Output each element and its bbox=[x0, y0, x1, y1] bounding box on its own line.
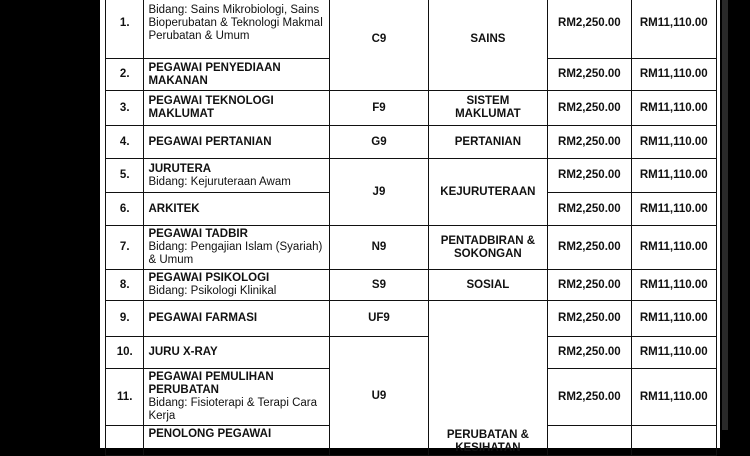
position-name: ARKITEK bbox=[144, 193, 330, 226]
row-number: 1. bbox=[106, 0, 144, 59]
row-number: 5. bbox=[106, 159, 144, 193]
table-row bbox=[106, 226, 717, 270]
salary-max: RM11,110.00 bbox=[631, 91, 716, 126]
service-group-cell: SISTEM MAKLUMAT bbox=[428, 91, 548, 126]
table-row bbox=[106, 0, 717, 59]
page-edge-shadow bbox=[722, 0, 728, 430]
position-title: PEGAWAI PSIKOLOGI bbox=[148, 272, 270, 284]
grade-cell: G9 bbox=[330, 126, 428, 159]
field-description: Bidang: Fisioterapi & Terapi Cara Kerja bbox=[148, 397, 317, 422]
service-group-cell: PERTANIAN bbox=[428, 126, 548, 159]
position-name: PENOLONG PEGAWAI bbox=[144, 426, 330, 456]
position-name bbox=[144, 369, 330, 426]
position-name bbox=[144, 270, 330, 301]
salary-max: RM11,110.00 bbox=[631, 0, 716, 59]
table-row bbox=[106, 126, 717, 159]
row-number: 8. bbox=[106, 270, 144, 301]
salary-min: RM2,250.00 bbox=[548, 226, 631, 270]
salary-min: RM2,250.00 bbox=[548, 0, 631, 59]
row-number: 2. bbox=[106, 59, 144, 91]
position-name bbox=[144, 226, 330, 270]
row-number: 7. bbox=[106, 226, 144, 270]
grade-cell: F9 bbox=[330, 91, 428, 126]
table-row bbox=[106, 337, 717, 369]
grade-cell: N9 bbox=[330, 226, 428, 270]
grade-cell: J9 bbox=[330, 159, 428, 226]
salary-min: RM2,250.00 bbox=[548, 59, 631, 91]
salary-min: RM2,250.00 bbox=[548, 337, 631, 369]
table-row bbox=[106, 159, 717, 193]
row-number bbox=[106, 426, 144, 456]
position-name: PEGAWAI PERTANIAN bbox=[144, 126, 330, 159]
grade-cell: S9 bbox=[330, 270, 428, 301]
salary-min: RM2,250.00 bbox=[548, 91, 631, 126]
salary-min: RM2,250.00 bbox=[548, 270, 631, 301]
salary-min: RM2,250.00 bbox=[548, 126, 631, 159]
position-name: JURU X-RAY bbox=[144, 337, 330, 369]
service-group-cell: SAINS bbox=[428, 0, 548, 91]
salary-max: RM11,110.00 bbox=[631, 159, 716, 193]
salary-min: RM2,250.00 bbox=[548, 159, 631, 193]
position-name: PEGAWAI FARMASI bbox=[144, 301, 330, 337]
position-title: JURUTERA bbox=[148, 162, 212, 175]
field-description: Bidang: Psikologi Klinikal bbox=[148, 285, 277, 297]
grade-cell: UF9 bbox=[330, 301, 428, 337]
salary-min: RM2,250.00 bbox=[548, 301, 631, 337]
row-number: 3. bbox=[106, 91, 144, 126]
grade-cell: C9 bbox=[330, 0, 428, 91]
salary-min: RM2,250.00 bbox=[548, 369, 631, 426]
salary-max: RM11,110.00 bbox=[631, 337, 716, 369]
salary-min bbox=[548, 426, 631, 456]
salary-max bbox=[631, 426, 716, 456]
position-name: PEGAWAI PENYEDIAAN MAKANAN bbox=[144, 59, 330, 91]
salary-max: RM11,110.00 bbox=[631, 369, 716, 426]
field-description: Bidang: Sains Mikrobiologi, Sains Bioperubatan & Teknologi Makmal Perubatan & Umum bbox=[148, 4, 323, 42]
salary-max: RM11,110.00 bbox=[631, 193, 716, 226]
table-row bbox=[106, 91, 717, 126]
field-description: Bidang: Pengajian Islam (Syariah) & Umum bbox=[148, 241, 323, 266]
position-name bbox=[144, 159, 330, 193]
row-number: 6. bbox=[106, 193, 144, 226]
salary-max: RM11,110.00 bbox=[631, 126, 716, 159]
row-number: 9. bbox=[106, 301, 144, 337]
row-number: 4. bbox=[106, 126, 144, 159]
position-title: PEGAWAI PEMULIHAN PERUBATAN bbox=[148, 371, 274, 396]
row-number: 11. bbox=[106, 369, 144, 426]
service-group-cell: PENTADBIRAN & SOKONGAN bbox=[428, 226, 548, 270]
salary-max: RM11,110.00 bbox=[631, 59, 716, 91]
table-row bbox=[106, 270, 717, 301]
salary-min: RM2,250.00 bbox=[548, 193, 631, 226]
salary-table bbox=[105, 0, 717, 456]
salary-max: RM11,110.00 bbox=[631, 301, 716, 337]
row-number: 10. bbox=[106, 337, 144, 369]
service-group-cell: PERUBATAN & KESIHATAN bbox=[428, 301, 548, 456]
position-title: PEGAWAI TADBIR bbox=[148, 228, 248, 240]
service-group-cell: KEJURUTERAAN bbox=[428, 159, 548, 226]
field-description: Bidang: Kejuruteraan Awam bbox=[148, 175, 291, 188]
position-name: PEGAWAI TEKNOLOGI MAKLUMAT bbox=[144, 91, 330, 126]
salary-max: RM11,110.00 bbox=[631, 226, 716, 270]
grade-cell: U9 bbox=[330, 337, 428, 456]
service-group-cell: SOSIAL bbox=[428, 270, 548, 301]
salary-max: RM11,110.00 bbox=[631, 270, 716, 301]
position-name bbox=[144, 0, 330, 59]
table-row bbox=[106, 301, 717, 337]
